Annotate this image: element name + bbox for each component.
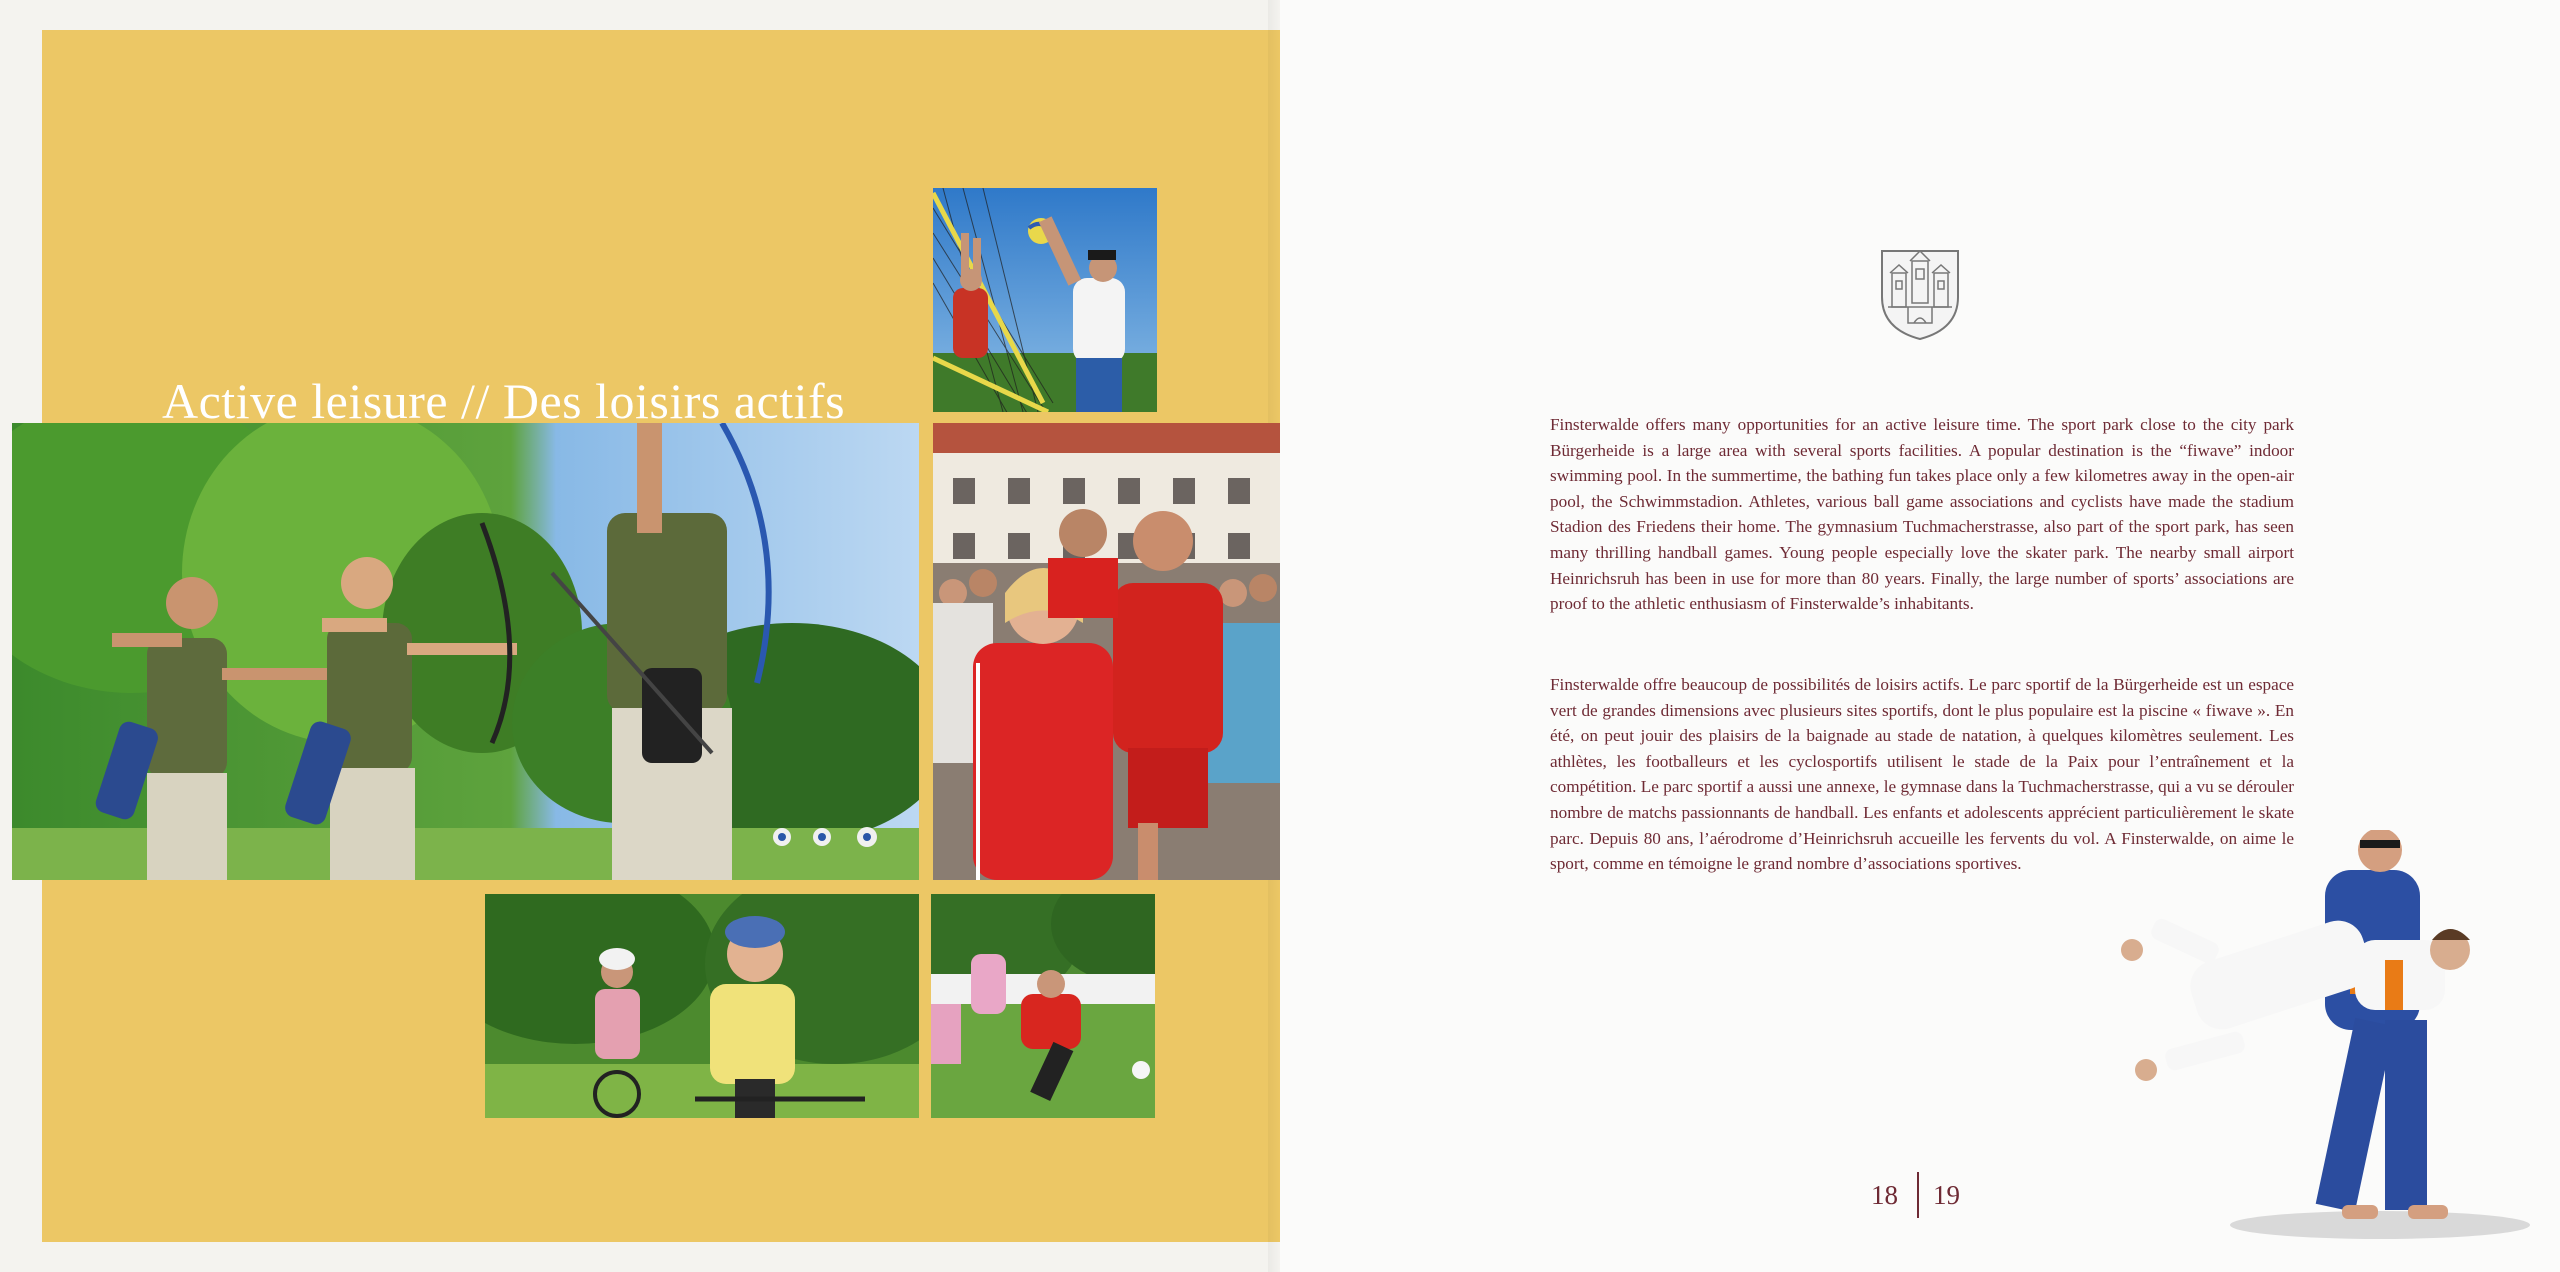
page-number-right: 19	[1933, 1180, 1960, 1210]
page-number-divider	[1917, 1172, 1919, 1218]
page-number-left: 18	[1871, 1180, 1898, 1210]
football-photo	[931, 894, 1155, 1118]
judo-photo	[2110, 830, 2540, 1250]
coat-of-arms-icon	[1878, 247, 1962, 341]
page-headline: Active leisure // Des loisirs actifs	[162, 373, 846, 429]
running-photo	[933, 423, 1280, 880]
english-paragraph: Finsterwalde offers many opportunities for an active leisure time. The sport park close to the city park Bürgerheide is a large area with several sports facilities. A popular destination is the “fiwave” indoor swimming pool. In the summertime, the bathing fun takes place only a few kilometres away in the open-air pool, the Schwimmstadion. Athletes, various ball game associations and cyclists have made the stadium Stadion des Friedens their home. The gymnasium Tuchmacherstrasse, also part of the sport park, has seen many thrilling handball games. Young people especially love the skater park. The nearby small airport Heinrichsruh has been in use for more than 80 years. Finally, the large number of sports’ associations are proof to the athletic enthusiasm of Finsterwalde’s inhabitants.	[1550, 415, 2294, 614]
cycling-photo	[485, 894, 919, 1118]
french-paragraph: Finsterwalde offre beaucoup de possibilités de loisirs actifs. Le parc sportif de la Bürgerheide est un espace vert de grandes dimensions avec plusieurs sites sportifs, dont le plus populaire est la piscine « fiwave ». En été, on peut jouir des plaisirs de la baignade au stade de natation, à quelques kilomètres seulement. Les athlètes, les footballeurs et les cyclosportifs utilisent le stade de la Paix pour l’entraînement et la compétition. Le parc sportif a aussi une annexe, le gymnase dans la Tuchmacherstrasse, qui a vu se dérouler nombre de matchs passionnants de handball. Les enfants et adolescents apprécient particulièrement le skate parc. Depuis 80 ans, l’aérodrome d’Heinrichsruh accueille les fervents du vol. A Finsterwalde, on aime le sport, comme en témoigne le grand nombre d’associations sportives.	[1550, 675, 2294, 874]
volleyball-photo	[933, 188, 1157, 412]
archery-photo	[12, 423, 919, 880]
